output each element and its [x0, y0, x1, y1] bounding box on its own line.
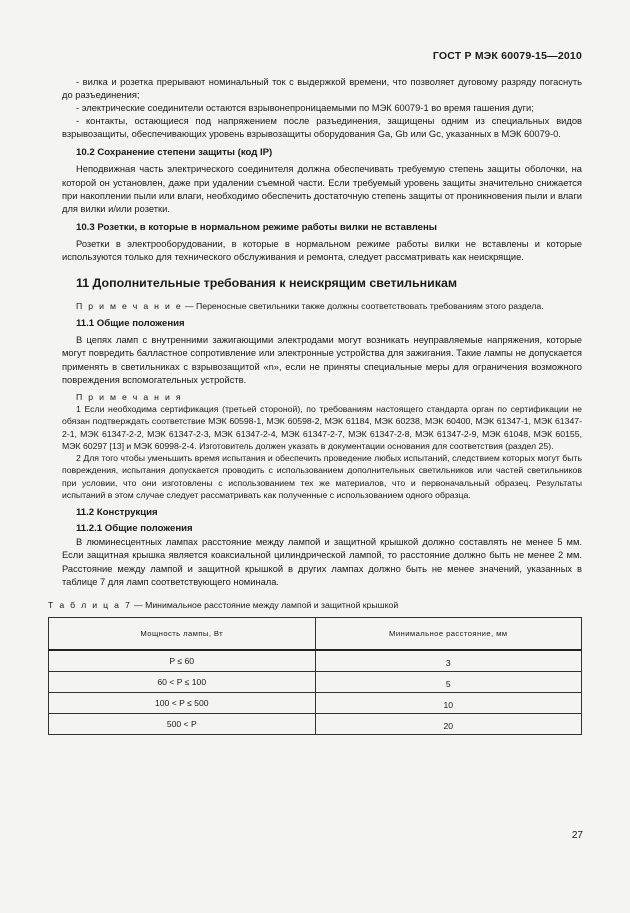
cell-power: 100 < P ≤ 500: [49, 692, 316, 713]
cell-power: 60 < P ≤ 100: [49, 671, 316, 692]
table-caption-text: — Минимальное расстояние между лампой и защитной крышкой: [131, 599, 399, 610]
table-caption: [48, 600, 582, 610]
cell-distance: 3: [315, 650, 582, 672]
page-number: 27: [571, 830, 583, 841]
notes-label: П р и м е ч а н и я: [76, 391, 183, 402]
note-label: П р и м е ч а н и е: [76, 301, 183, 312]
table-caption-label: Т а б л и ц а 7: [48, 599, 132, 610]
page-content: [48, 76, 582, 735]
section-heading-10-2: 10.2 Сохранение степени защиты (код IP): [76, 147, 273, 159]
table-row: [49, 650, 582, 672]
note-text: — Переносные светильники также должны соответствовать требованиям этого раздела.: [182, 301, 544, 312]
list-item: - электрические соединители остаются взрывонепроницаемыми по МЭК 60079-1 во время гашения дуги;: [76, 103, 534, 114]
cell-distance: 5: [315, 671, 582, 692]
section-heading-11-2: 11.2 Конструкция: [76, 507, 158, 519]
table-row: [49, 692, 582, 713]
note-1: 1 Если необходима сертификация (третьей стороной), по требованиям настоящего стандарта орган по сертификации не обязан подтверждать соответствие МЭК 60598-1, МЭК 60598-2, МЭК 61184, МЭК 60238, МЭК 60400, МЭК 61347-1, МЭК 61347-2-1, МЭК 61347-2-2, МЭК 61347-2-3, МЭК 61347-2-4, МЭК 61347-2-7, МЭК 61347-2-8, МЭК 61347-2-9, МЭК 61048, МЭК 60155, МЭК 60297 [13] и МЭК 60998-2-4. Изготовитель должен указать в документации основания для соответствия (раздел 25).: [62, 404, 582, 451]
paragraph: В люминесцентных лампах расстояние между лампой и защитной крышкой должно составлять не менее 5 мм. Если защитная крышка является коаксиальной цилиндрической лампой, то расстояние должно быть не менее 2 мм. Расстояние между лампой и защитной крышкой в других лампах должно быть не менее значений, указанных в таблице 7 для ламп соответствующего номинала.: [62, 537, 582, 587]
note: [62, 300, 582, 312]
column-header-power: Мощность лампы, Вт: [49, 617, 316, 650]
section-heading-11-2-1: 11.2.1 Общие положения: [76, 523, 193, 535]
list-item: - вилка и розетка прерывают номинальный ток с выдержкой времени, что позволяет дуговому разряду погаснуть до разъединения;: [62, 77, 582, 101]
distance-table: [48, 617, 582, 735]
cell-distance: 10: [315, 692, 582, 713]
paragraph: В цепях ламп с внутренними зажигающими электродами могут возникать неуправляемые напряжения, которые могут повредить балластное сопротивление или электронные устройства для зажигания. Такие лампы не допускается применять в светильниках с взрывозащитой «n», если не приняты специальные меры для ограничения возможного повреждения вспомогательных устройств.: [62, 335, 582, 385]
table-row: [49, 671, 582, 692]
standard-header: ГОСТ Р МЭК 60079-15—2010: [432, 50, 582, 62]
column-header-distance: Минимальное расстояние, мм: [315, 617, 582, 650]
section-heading-11-1: 11.1 Общие положения: [76, 318, 185, 330]
section-heading-10-3: 10.3 Розетки, в которые в нормальном режиме работы вилки не вставлены: [76, 221, 438, 233]
section-heading-11: 11 Дополнительные требования к неискрящим светильникам: [76, 276, 458, 291]
list-item: - контакты, остающиеся под напряжением после разъединения, защищены одним из специальных видов взрывозащиты, обеспечивающих уровень взрывозащиты оборудования Ga, Gb или Gc, указанных в МЭК 60079-0.: [62, 116, 582, 140]
cell-distance: 20: [315, 713, 582, 734]
paragraph: Розетки в электрооборудовании, в которые в нормальном режиме работы вилки не вставлены и которые используются только для технического обслуживания и ремонта, следует рассматривать как неискрящие.: [62, 238, 582, 262]
cell-power: P ≤ 60: [49, 650, 316, 672]
table-header-row: [49, 617, 582, 650]
table-row: [49, 713, 582, 734]
paragraph: Неподвижная часть электрического соединителя должна обеспечивать требуемую степень защиты оболочки, на которой он установлен, даже при удалении съемной части. Если требуемый уровень защиты значительно снижается при накоплении пыли или влаги, необходимо обеспечить достаточную степень защиты от проникновения пыли и влаги для вилки и/или розетки.: [62, 164, 582, 214]
note-2: 2 Для того чтобы уменьшить время испытания и обеспечить проведение любых испытаний, следствием которых могут быть повреждения, испытания допускается проводить с использованием дополнительных светильников или частей светильников при условии, что они изготовлены с использованием тех же материалов, что и первоначальный образец. Результаты испытаний в этом случае следует рассматривать как полученные с использованием одного образца.: [62, 453, 582, 501]
cell-power: 500 < P: [49, 713, 316, 734]
